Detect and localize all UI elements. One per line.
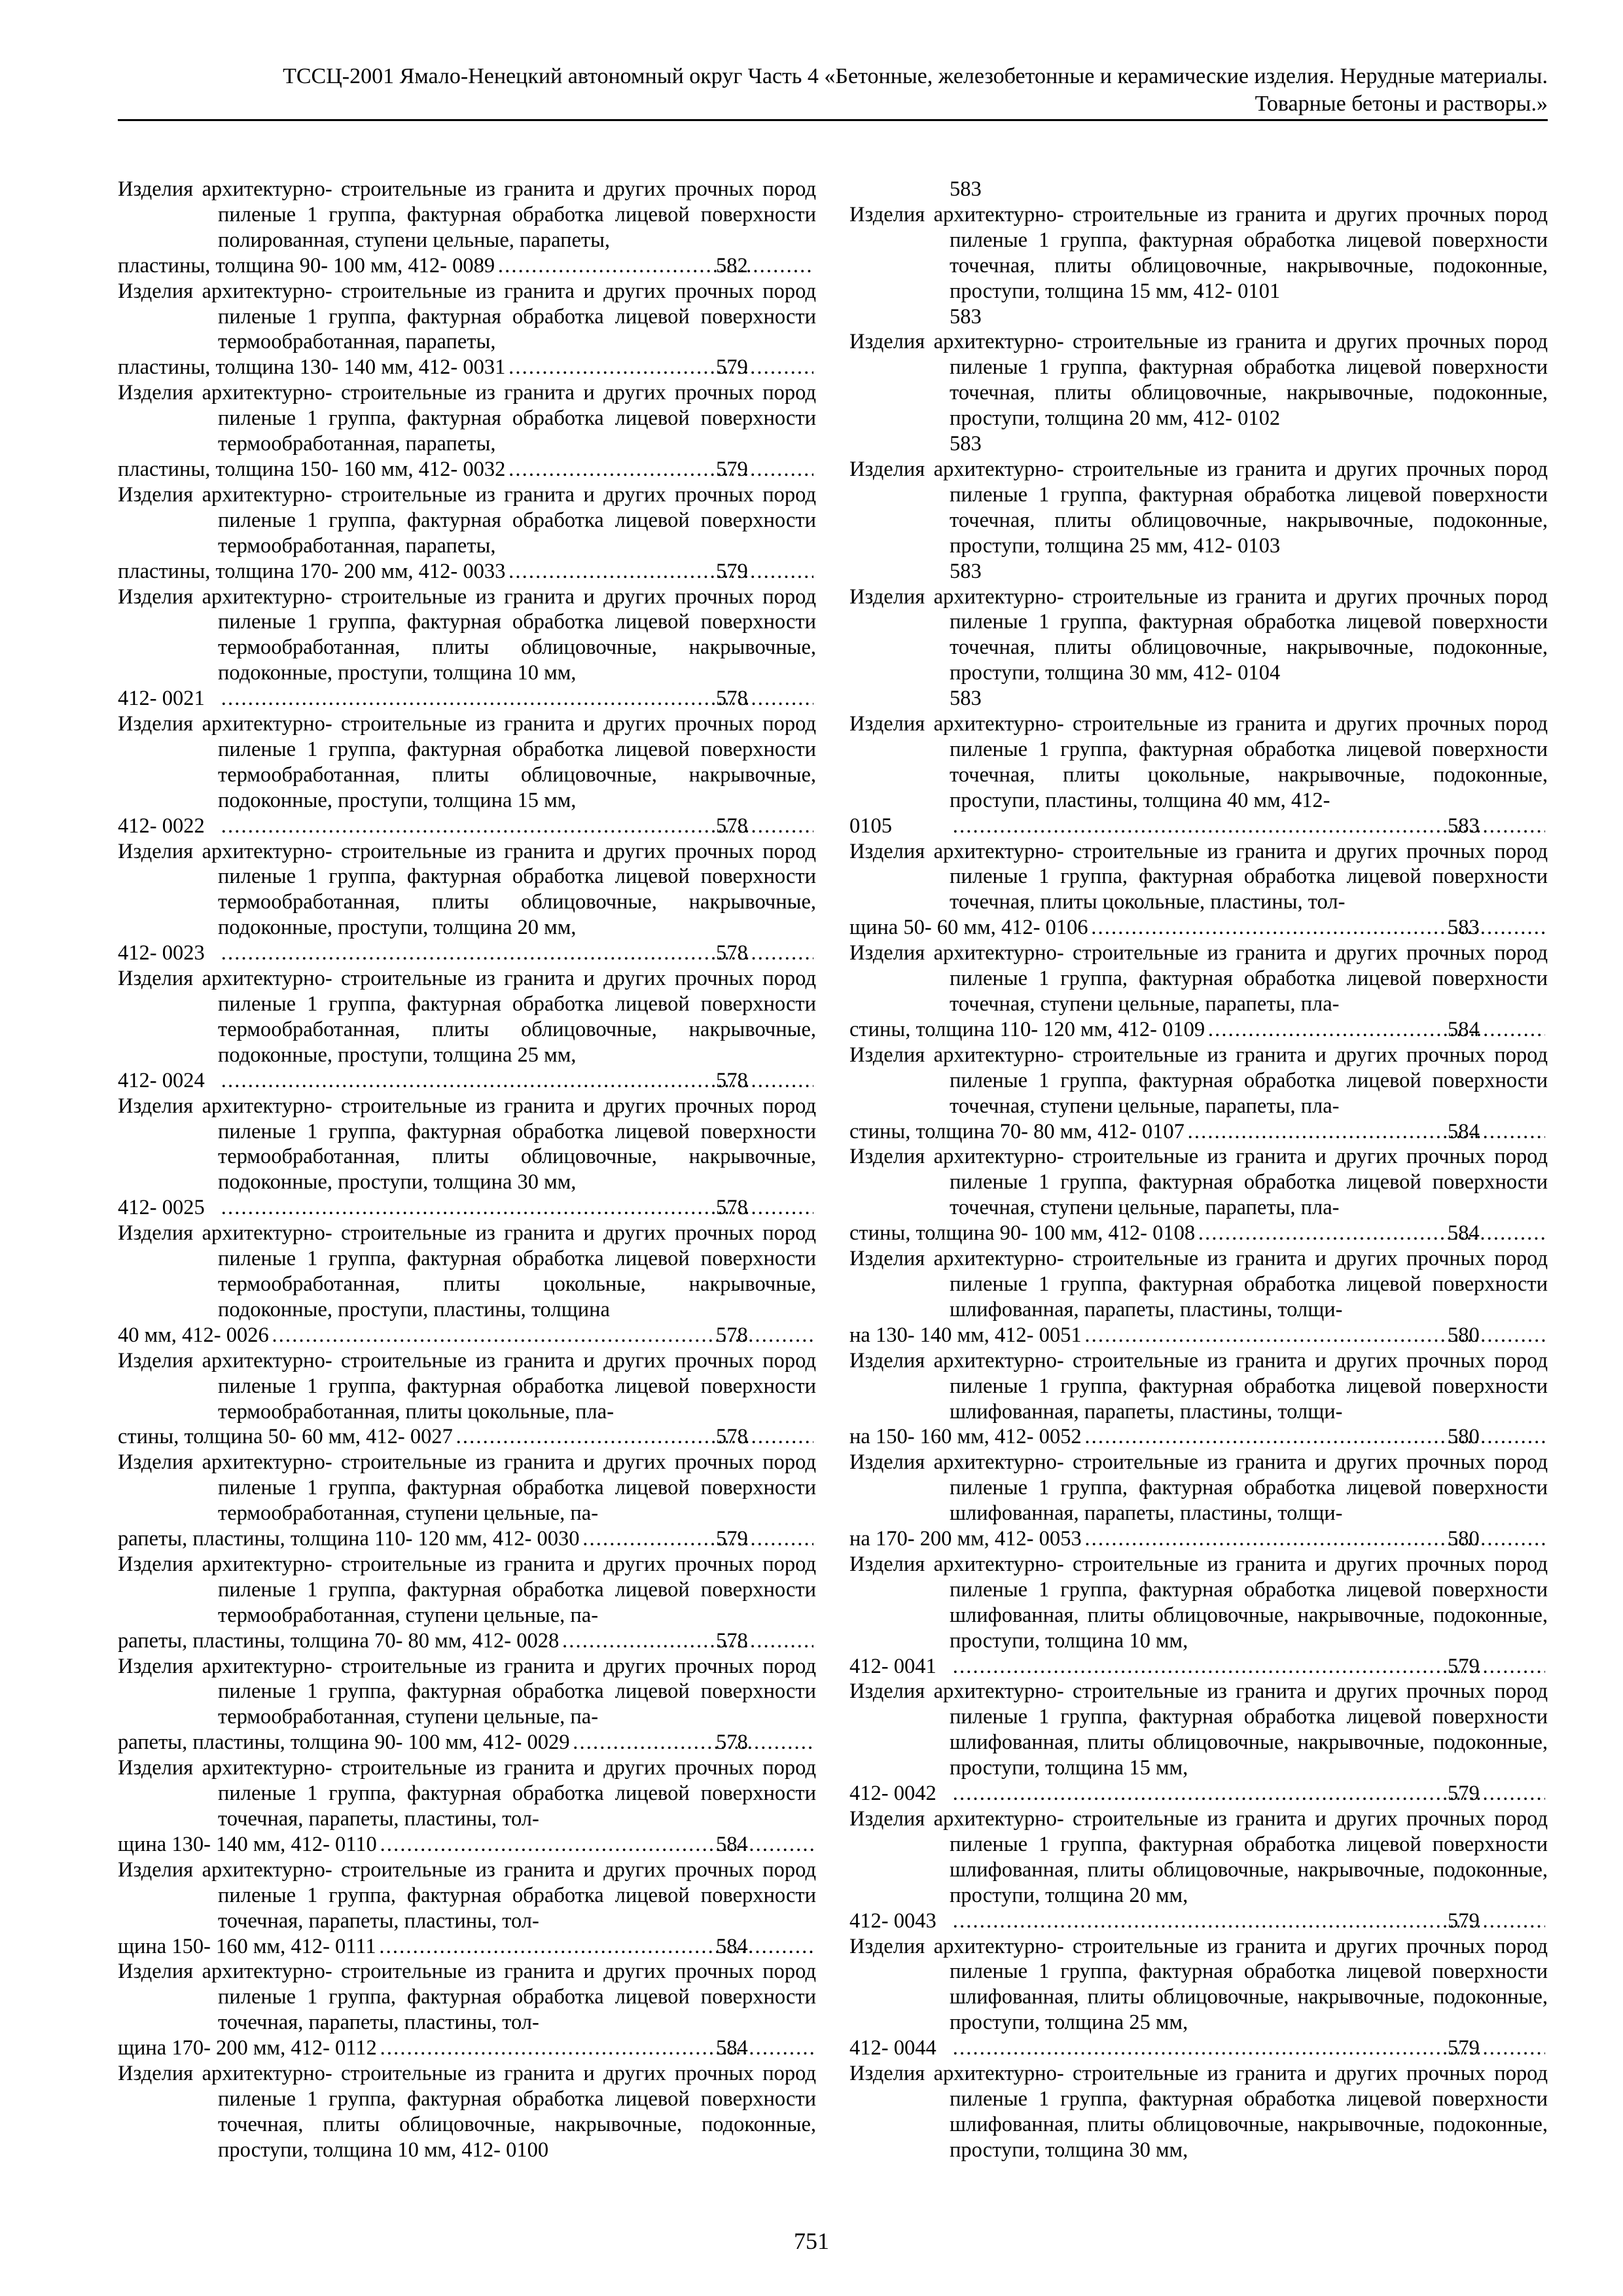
entry-last-line: стины, толщина 50- 60 мм, 412- 0027 [118, 1425, 453, 1449]
entry-text: Изделия архитектурно- строительные из гранита и других прочных пород пиленые 1 группа, фактурная обработка лицевой поверхности термообработанная, плиты облицовочные, накрывочные, подоконные, проступи, толщина 25 мм, [118, 967, 816, 1067]
entry-page-ref: 583 [950, 432, 982, 456]
index-entry [849, 2061, 1548, 2163]
entry-last-line: щина 170- 200 мм, 412- 0112 [118, 2036, 377, 2060]
entry-text: Изделия архитектурно- строительные из гранита и других прочных пород пиленые 1 группа, фактурная обработка лицевой поверхности шлифованная, плиты облицовочные, накрывочные, подоконные, проступи, толщина 15 мм, [849, 1679, 1548, 1780]
entry-last-line: стины, толщина 110- 120 мм, 412- 0109 [849, 1017, 1205, 1041]
entry-last-line: стины, толщина 90- 100 мм, 412- 0108 [849, 1221, 1196, 1246]
dot-leader [508, 559, 813, 584]
entry-last-line: пластины, толщина 130- 140 мм, 412- 0031 [118, 355, 506, 380]
entry-text: Изделия архитектурно- строительные из гранита и других прочных пород пиленые 1 группа, фактурная обработка лицевой поверхности точечная, парапеты, пластины, тол- [118, 1756, 816, 1831]
entry-leader-line: 412- 0042 . . . 579 [950, 1781, 1548, 1806]
entry-text: Изделия архитектурно- строительные из гранита и других прочных пород пиленые 1 группа, фактурная обработка лицевой поверхности точечная, плиты цокольные, пластины, тол- [849, 839, 1548, 914]
index-entry [118, 1348, 816, 1450]
entry-text: Изделия архитектурно- строительные из гранита и других прочных пород пиленые 1 группа, фактурная обработка лицевой поверхности термообработанная, плиты цокольные, накрывочные, подоконные, проступи, пластины, толщина [118, 1221, 816, 1321]
index-entry [118, 1221, 816, 1348]
index-entry [118, 1959, 816, 2061]
index-entry [849, 1552, 1548, 1679]
index-entry [118, 1654, 816, 1756]
entry-text: Изделия архитектурно- строительные из гранита и других прочных пород пиленые 1 группа, фактурная обработка лицевой поверхности полированная, ступени цельные, парапеты, [118, 177, 816, 252]
entry-text: Изделия архитектурно- строительные из гранита и других прочных пород пиленые 1 группа, фактурная обработка лицевой поверхности термообработанная, плиты цокольные, пла- [118, 1348, 816, 1424]
entry-leader-line: на 130- 140 мм, 412- 0051 . . . 580 [950, 1323, 1548, 1348]
dot-leader [379, 1934, 813, 1960]
entry-page-ref: 583 [950, 687, 982, 711]
entry-leader-line: пластины, толщина 130- 140 мм, 412- 0031 . . . 579 [218, 355, 816, 380]
entry-last-line: пластины, толщина 90- 100 мм, 412- 0089 [118, 253, 495, 278]
entry-leader-line: пластины, толщина 90- 100 мм, 412- 0089 . . . 582 [218, 253, 816, 279]
entry-leader-line: 40 мм, 412- 0026 . . . 578 [218, 1323, 816, 1348]
entry-last-line: рапеты, пластины, толщина 90- 100 мм, 412- 0029 [118, 1731, 570, 1755]
entry-leader-line: стины, толщина 110- 120 мм, 412- 0109 . . . 584 [950, 1017, 1548, 1043]
index-entry [849, 584, 1548, 687]
index-entry [118, 482, 816, 584]
entry-leader-line: на 170- 200 мм, 412- 0053 . . . 580 [950, 1526, 1548, 1552]
entry-last-line: рапеты, пластины, толщина 70- 80 мм, 412- 0028 [118, 1628, 560, 1653]
dot-leader [380, 1832, 813, 1857]
index-entry [849, 329, 1548, 431]
index-column-left [118, 177, 816, 2163]
entry-leader-line: 412- 0022 . . . 578 [218, 814, 816, 839]
entry-page-ref: 583 [950, 559, 982, 583]
entry-text: Изделия архитектурно- строительные из гранита и других прочных пород пиленые 1 группа, фактурная обработка лицевой поверхности термообработанная, парапеты, [118, 381, 816, 456]
dot-leader [1207, 1017, 1545, 1043]
entry-last-line: рапеты, пластины, толщина 110- 120 мм, 412- 0030 [118, 1527, 580, 1551]
dot-leader [497, 253, 813, 279]
index-entry [849, 1043, 1548, 1145]
index-column-right [849, 177, 1548, 2163]
entry-leader-line: 0105 . . . 583 [950, 814, 1548, 839]
entry-last-line: щина 50- 60 мм, 412- 0106 [849, 916, 1088, 940]
entry-text: Изделия архитектурно- строительные из гранита и других прочных пород пиленые 1 группа, фактурная обработка лицевой поверхности термообработанная, парапеты, [118, 482, 816, 558]
index-entry [849, 839, 1548, 941]
running-header [118, 63, 1548, 118]
entry-leader-line: стины, толщина 70- 80 мм, 412- 0107 . . . 584 [950, 1119, 1548, 1145]
dot-leader [455, 1424, 813, 1450]
index-entry [118, 1094, 816, 1221]
entry-leader-line: 412- 0041 . . . 579 [950, 1654, 1548, 1679]
index-entry [118, 1552, 816, 1654]
index-entry [849, 711, 1548, 839]
carryover-page-ref: 583 [950, 177, 982, 201]
entry-leader-line: 412- 0043 . . . 579 [950, 1909, 1548, 1934]
header-line-1: ТССЦ-2001 Ямало-Ненецкий автономный округ Часть 4 «Бетонные, железобетонные и керамические изделия. Нерудные материалы. [283, 64, 1548, 88]
entry-leader-line: пластины, толщина 170- 200 мм, 412- 0033 . . . 579 [218, 559, 816, 584]
entry-text: Изделия архитектурно- строительные из гранита и других прочных пород пиленые 1 группа, фактурная обработка лицевой поверхности шлифованная, плиты облицовочные, накрывочные, подоконные, проступи, толщина 10 мм, [849, 1552, 1548, 1653]
entry-last-line: стины, толщина 70- 80 мм, 412- 0107 [849, 1119, 1185, 1143]
entry-leader-line: 412- 0044 . . . 579 [950, 2036, 1548, 2061]
dot-leader [582, 1526, 813, 1552]
entry-leader-line: рапеты, пластины, толщина 90- 100 мм, 412- 0029 . . . 578 [218, 1730, 816, 1755]
entry-last-line: 40 мм, 412- 0026 [118, 1323, 269, 1347]
entry-leader-line: 412- 0025 . . . 578 [218, 1195, 816, 1221]
entry-text: Изделия архитектурно- строительные из гранита и других прочных пород пиленые 1 группа, фактурная обработка лицевой поверхности точечная, парапеты, пластины, тол- [118, 1857, 816, 1933]
index-entry [849, 1679, 1548, 1806]
entry-text: Изделия архитектурно- строительные из гранита и других прочных пород пиленые 1 группа, фактурная обработка лицевой поверхности термообработанная, плиты облицовочные, накрывочные, подоконные, проступи, толщина 30 мм, [118, 1094, 816, 1194]
entry-leader-line: стины, толщина 50- 60 мм, 412- 0027 . . . 578 [218, 1424, 816, 1450]
entry-leader-line: на 150- 160 мм, 412- 0052 . . . 580 [950, 1424, 1548, 1450]
entry-text: Изделия архитектурно- строительные из гранита и других прочных пород пиленые 1 группа, фактурная обработка лицевой поверхности шлифованная, парапеты, пластины, толщи- [849, 1247, 1548, 1321]
index-entry [849, 202, 1548, 304]
entry-text: Изделия архитектурно- строительные из гранита и других прочных пород пиленые 1 группа, фактурная обработка лицевой поверхности точечная, плиты цокольные, накрывочные, подоконные, проступи, пластины, толщина 40 мм, 412- [849, 712, 1548, 812]
entry-text: Изделия архитектурно- строительные из гранита и других прочных пород пиленые 1 группа, фактурная обработка лицевой поверхности термообработанная, ступени цельные, па- [118, 1552, 816, 1627]
index-entry [849, 941, 1548, 1043]
entry-text: Изделия архитектурно- строительные из гранита и других прочных пород пиленые 1 группа, фактурная обработка лицевой поверхности точечная, плиты облицовочные, накрывочные, подоконные, проступи, толщина 10 мм, 412- 0100 [118, 2062, 816, 2162]
index-entry [118, 966, 816, 1094]
entry-leader-line: рапеты, пластины, толщина 70- 80 мм, 412- 0028 . . . 578 [218, 1628, 816, 1654]
index-entry [849, 1934, 1548, 2062]
entry-text: Изделия архитектурно- строительные из гранита и других прочных пород пиленые 1 группа, фактурная обработка лицевой поверхности термообработанная, ступени цельные, па- [118, 1450, 816, 1526]
entry-last-line: пластины, толщина 150- 160 мм, 412- 0032 [118, 457, 506, 481]
entry-leader-line: пластины, толщина 150- 160 мм, 412- 0032 . . . 579 [218, 457, 816, 482]
entry-text: Изделия архитектурно- строительные из гранита и других прочных пород пиленые 1 группа, фактурная обработка лицевой поверхности точечная, плиты облицовочные, накрывочные, подоконные, проступи, толщина 25 мм, 412- 0103 [849, 457, 1548, 558]
index-entry [849, 457, 1548, 559]
dot-leader [1187, 1119, 1545, 1145]
entry-leader-line: щина 170- 200 мм, 412- 0112 . . . 584 [218, 2036, 816, 2061]
index-entry [849, 1450, 1548, 1552]
entry-leader-line: щина 130- 140 мм, 412- 0110 . . . 584 [218, 1832, 816, 1857]
entry-text: Изделия архитектурно- строительные из гранита и других прочных пород пиленые 1 группа, фактурная обработка лицевой поверхности точечная, ступени цельные, парапеты, пла- [849, 941, 1548, 1016]
entry-leader-line: стины, толщина 90- 100 мм, 412- 0108 . . . 584 [950, 1221, 1548, 1246]
entry-leader-line: 412- 0021 . . . 578 [218, 686, 816, 711]
header-rule [118, 119, 1548, 121]
entry-text: Изделия архитектурно- строительные из гранита и других прочных пород пиленые 1 группа, фактурная обработка лицевой поверхности термообработанная, плиты облицовочные, накрывочные, подоконные, проступи, толщина 10 мм, [118, 584, 816, 685]
entry-leader-line: 412- 0024 . . . 578 [218, 1068, 816, 1094]
index-entry [849, 1246, 1548, 1348]
index-entry [849, 1144, 1548, 1246]
entry-last-line: на 170- 200 мм, 412- 0053 [849, 1527, 1082, 1551]
entry-text: Изделия архитектурно- строительные из гранита и других прочных пород пиленые 1 группа, фактурная обработка лицевой поверхности термообработанная, парапеты, [118, 279, 816, 354]
page-number: 751 [794, 2228, 829, 2254]
entry-text: Изделия архитектурно- строительные из гранита и других прочных пород пиленые 1 группа, фактурная обработка лицевой поверхности термообработанная, ступени цельные, па- [118, 1654, 816, 1729]
dot-leader [380, 2036, 813, 2061]
entry-page-ref: 583 [950, 304, 982, 329]
dot-leader [572, 1730, 813, 1755]
entry-leader-line: щина 50- 60 мм, 412- 0106 . . . 583 [950, 915, 1548, 941]
entry-last-line: на 150- 160 мм, 412- 0052 [849, 1425, 1082, 1449]
index-entry [118, 1857, 816, 1960]
index-entry [118, 380, 816, 482]
header-line-2: Товарные бетоны и растворы.» [1255, 92, 1548, 116]
entry-text: Изделия архитектурно- строительные из гранита и других прочных пород пиленые 1 группа, фактурная обработка лицевой поверхности точечная, парапеты, пластины, тол- [118, 1960, 816, 2035]
entry-text: Изделия архитектурно- строительные из гранита и других прочных пород пиленые 1 группа, фактурная обработка лицевой поверхности точечная, ступени цельные, парапеты, пла- [849, 1145, 1548, 1220]
entry-text: Изделия архитектурно- строительные из гранита и других прочных пород пиленые 1 группа, фактурная обработка лицевой поверхности шлифованная, парапеты, пластины, толщи- [849, 1348, 1548, 1424]
index-entry [118, 711, 816, 839]
index-entry [118, 839, 816, 967]
dot-leader [508, 355, 813, 380]
index-entry [849, 1348, 1548, 1450]
entry-last-line: щина 150- 160 мм, 412- 0111 [118, 1934, 376, 1958]
index-entry [118, 2061, 816, 2163]
entry-last-line: щина 130- 140 мм, 412- 0110 [118, 1832, 377, 1856]
index-entry [118, 584, 816, 712]
index-entry [118, 1450, 816, 1552]
entry-text: Изделия архитектурно- строительные из гранита и других прочных пород пиленые 1 группа, фактурная обработка лицевой поверхности точечная, плиты облицовочные, накрывочные, подоконные, проступи, толщина 30 мм, 412- 0104 [849, 584, 1548, 685]
entry-last-line: пластины, толщина 170- 200 мм, 412- 0033 [118, 559, 506, 583]
entry-leader-line: щина 150- 160 мм, 412- 0111 . . . 584 [218, 1934, 816, 1960]
entry-text: Изделия архитектурно- строительные из гранита и других прочных пород пиленые 1 группа, фактурная обработка лицевой поверхности точечная, плиты облицовочные, накрывочные, подоконные, проступи, толщина 20 мм, 412- 0102 [849, 330, 1548, 431]
entry-last-line: на 130- 140 мм, 412- 0051 [849, 1323, 1082, 1347]
dot-leader [1198, 1221, 1545, 1246]
entry-text: Изделия архитектурно- строительные из гранита и других прочных пород пиленые 1 группа, фактурная обработка лицевой поверхности шлифованная, парапеты, пластины, толщи- [849, 1450, 1548, 1526]
index-entry [849, 1806, 1548, 1934]
dot-leader [508, 457, 813, 482]
index-entry [118, 279, 816, 381]
entry-text: Изделия архитектурно- строительные из гранита и других прочных пород пиленые 1 группа, фактурная обработка лицевой поверхности шлифованная, плиты облицовочные, накрывочные, подоконные, проступи, толщина 30 мм, [849, 2062, 1548, 2162]
entry-text: Изделия архитектурно- строительные из гранита и других прочных пород пиленые 1 группа, фактурная обработка лицевой поверхности шлифованная, плиты облицовочные, накрывочные, подоконные, проступи, толщина 25 мм, [849, 1934, 1548, 2035]
entry-text: Изделия архитектурно- строительные из гранита и других прочных пород пиленые 1 группа, фактурная обработка лицевой поверхности шлифованная, плиты облицовочные, накрывочные, подоконные, проступи, толщина 20 мм, [849, 1807, 1548, 1907]
dot-leader [562, 1628, 813, 1654]
index-entry [118, 1755, 816, 1857]
entry-text: Изделия архитектурно- строительные из гранита и других прочных пород пиленые 1 группа, фактурная обработка лицевой поверхности термообработанная, плиты облицовочные, накрывочные, подоконные, проступи, толщина 20 мм, [118, 839, 816, 940]
index-entry [118, 177, 816, 279]
entry-leader-line: рапеты, пластины, толщина 110- 120 мм, 412- 0030 . . . 579 [218, 1526, 816, 1552]
entry-text: Изделия архитектурно- строительные из гранита и других прочных пород пиленые 1 группа, фактурная обработка лицевой поверхности точечная, ступени цельные, парапеты, пла- [849, 1043, 1548, 1118]
entry-text: Изделия архитектурно- строительные из гранита и других прочных пород пиленые 1 группа, фактурная обработка лицевой поверхности точечная, плиты облицовочные, накрывочные, подоконные, проступи, толщина 15 мм, 412- 0101 [849, 202, 1548, 303]
entry-leader-line: 412- 0023 . . . 578 [218, 941, 816, 966]
entry-text: Изделия архитектурно- строительные из гранита и других прочных пород пиленые 1 группа, фактурная обработка лицевой поверхности термообработанная, плиты облицовочные, накрывочные, подоконные, проступи, толщина 15 мм, [118, 712, 816, 812]
